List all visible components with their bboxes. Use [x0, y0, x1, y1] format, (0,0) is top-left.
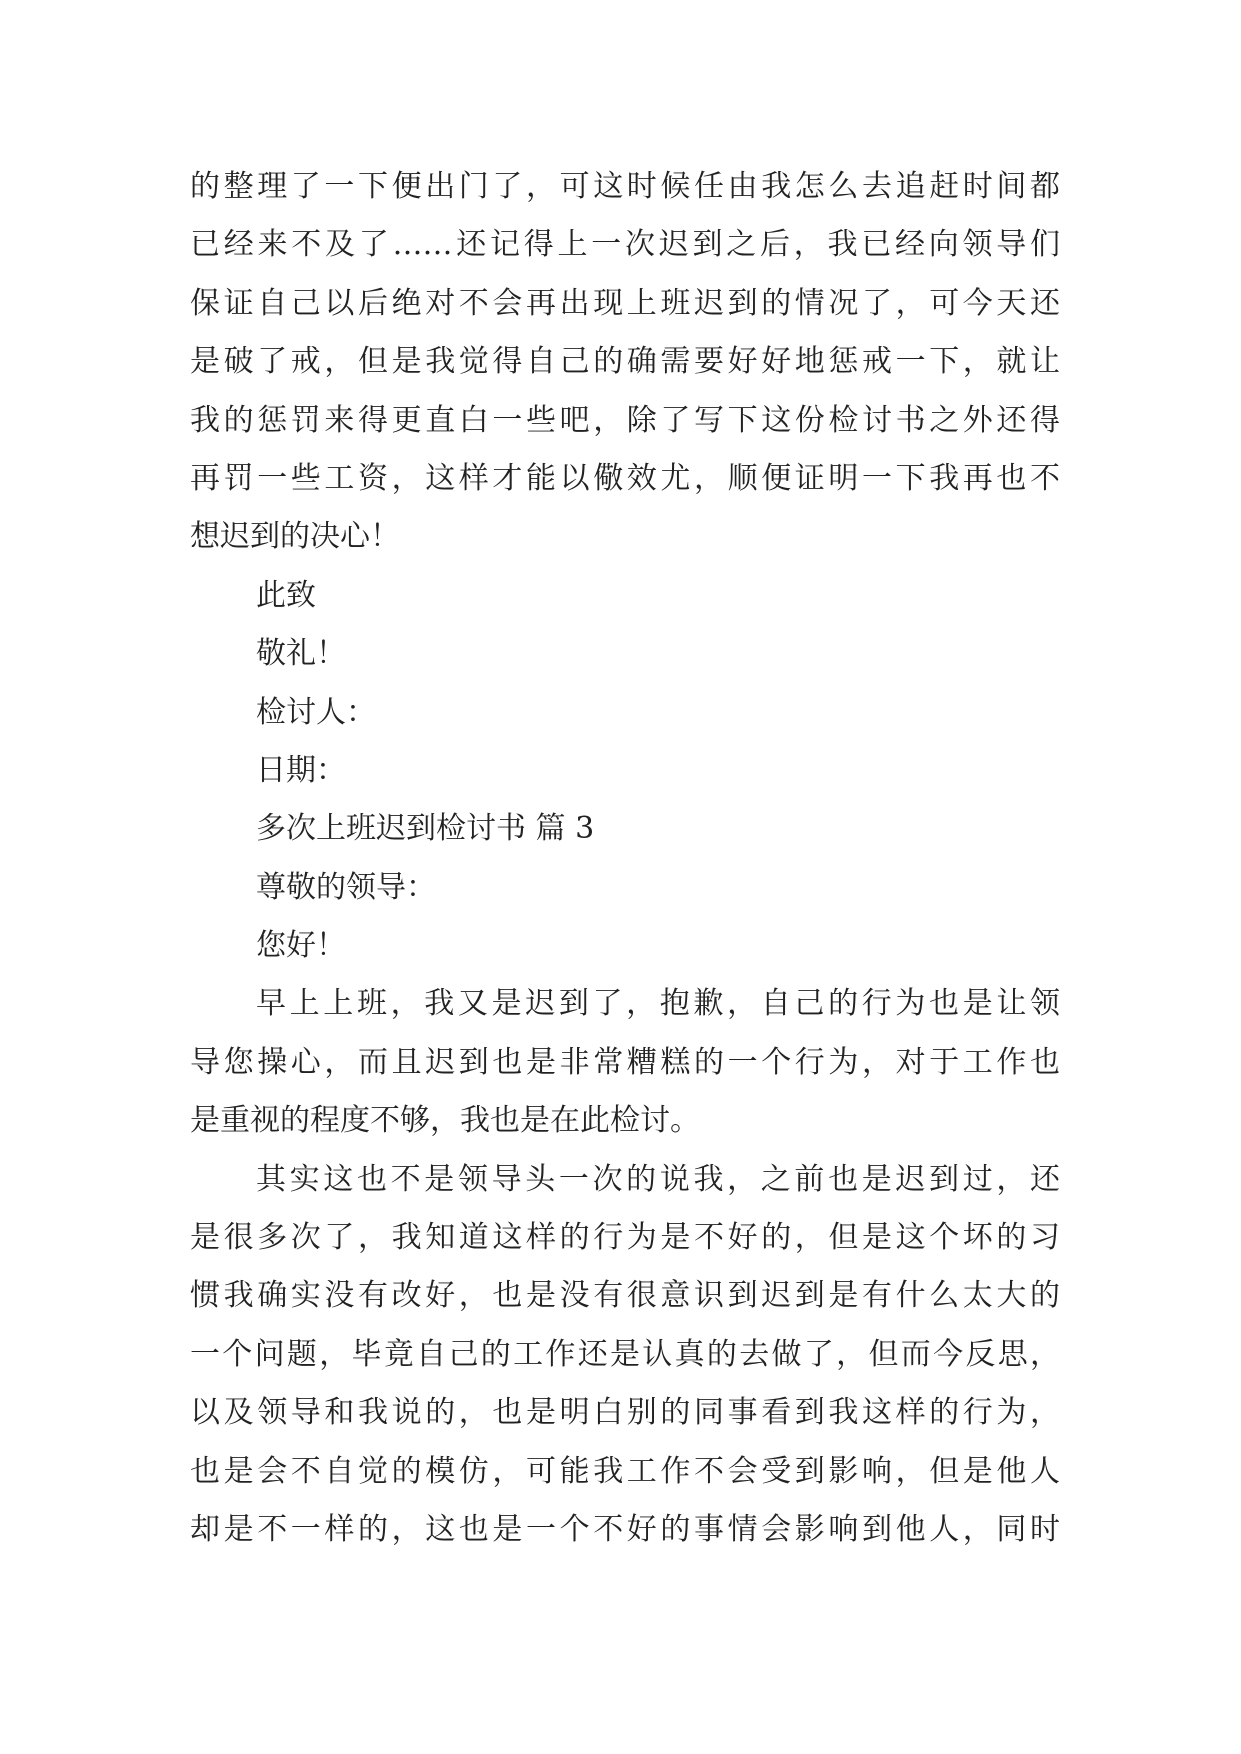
text-line: 是重视的程度不够，我也是在此检讨。 — [190, 1103, 700, 1139]
text-line: 是很多次了，我知道这样的行为是不好的，但是这个坏的习 — [190, 1220, 1060, 1256]
text-line: 惯我确实没有改好，也是没有很意识到迟到是有什么太大的 — [190, 1278, 1060, 1314]
text-line: 保证自己以后绝对不会再出现上班迟到的情况了，可今天还 — [190, 285, 1060, 321]
text-line: 想迟到的决心！ — [190, 519, 400, 555]
text-line: 尊敬的领导： — [256, 869, 436, 905]
text-line: 检讨人： — [256, 694, 376, 730]
text-line: 的整理了一下便出门了，可这时候任由我怎么去追赶时间都 — [190, 169, 1060, 204]
text-line: 您好！ — [256, 928, 346, 964]
text-line: 此致 — [256, 577, 316, 613]
text-line: 导您操心，而且迟到也是非常糟糕的一个行为，对于工作也 — [190, 1044, 1060, 1080]
text-line: 也是会不自觉的模仿，可能我工作不会受到影响，但是他人 — [190, 1453, 1060, 1489]
document-body — [190, 158, 1060, 1559]
text-line: 是破了戒，但是我觉得自己的确需要好好地惩戒一下，就让 — [190, 344, 1060, 380]
text-line: 以及领导和我说的，也是明白别的同事看到我这样的行为， — [190, 1395, 1060, 1431]
text-line: 已经来不及了……还记得上一次迟到之后，我已经向领导们 — [190, 227, 1060, 263]
text-line: 敬礼！ — [256, 636, 346, 672]
text-line: 其实这也不是领导头一次的说我，之前也是迟到过，还 — [256, 1161, 1060, 1197]
text-line: 一个问题，毕竟自己的工作还是认真的去做了，但而今反思， — [190, 1336, 1060, 1372]
text-line: 却是不一样的，这也是一个不好的事情会影响到他人，同时 — [190, 1511, 1060, 1547]
text-line: 日期： — [256, 752, 346, 788]
text-line: 多次上班迟到检讨书 篇 3 — [256, 811, 595, 847]
text-line: 我的惩罚来得更直白一些吧，除了写下这份检讨书之外还得 — [190, 402, 1060, 438]
text-line: 再罚一些工资，这样才能以儆效尤，顺便证明一下我再也不 — [190, 460, 1060, 496]
text-line: 早上上班，我又是迟到了，抱歉，自己的行为也是让领 — [256, 986, 1060, 1022]
